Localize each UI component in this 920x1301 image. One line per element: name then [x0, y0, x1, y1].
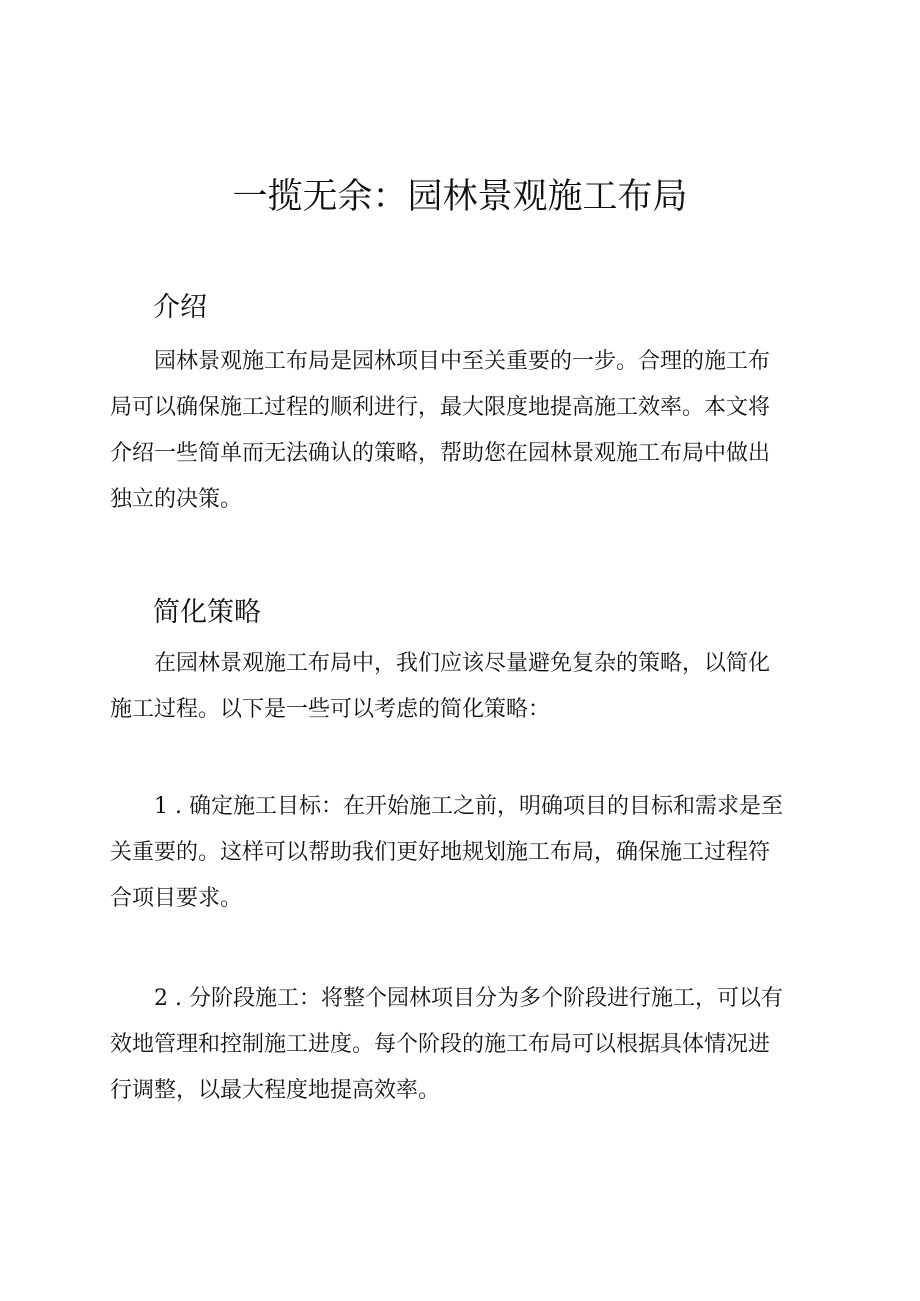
- list-item-2-line-2: 效地管理和控制施工进度。每个阶段的施工布局可以根据具体情况进: [110, 1032, 771, 1057]
- list-item-2-line-1: 2 . 分阶段施工：将整个园林项目分为多个阶段进行施工，可以有: [154, 986, 783, 1011]
- simplify-line-1: 在园林景观施工布局中，我们应该尽量避免复杂的策略，以简化: [154, 651, 771, 676]
- simplify-paragraph: [110, 641, 810, 733]
- section-heading-intro: 介绍: [153, 292, 207, 323]
- intro-line-4: 独立的决策。: [110, 487, 243, 512]
- list-item-1: [110, 784, 810, 922]
- intro-line-3: 介绍一些简单而无法确认的策略，帮助您在园林景观施工布局中做出: [110, 441, 771, 466]
- document-title: 一揽无余：园林景观施工布局: [232, 177, 688, 217]
- intro-line-1: 园林景观施工布局是园林项目中至关重要的一步。合理的施工布: [154, 349, 771, 374]
- list-item-1-line-2: 关重要的。这样可以帮助我们更好地规划施工布局，确保施工过程符: [110, 840, 771, 865]
- list-item-1-line-1: 1 . 确定施工目标：在开始施工之前，明确项目的目标和需求是至: [154, 794, 783, 819]
- list-item-2-line-3: 行调整，以最大程度地提高效率。: [110, 1078, 441, 1103]
- intro-paragraph: [110, 339, 810, 523]
- intro-line-2: 局可以确保施工过程的顺利进行，最大限度地提高施工效率。本文将: [110, 395, 771, 420]
- simplify-line-2: 施工过程。以下是一些可以考虑的简化策略：: [110, 697, 551, 722]
- list-item-1-line-3: 合项目要求。: [110, 886, 243, 911]
- section-heading-simplify: 简化策略: [153, 597, 261, 628]
- list-item-2: [110, 976, 810, 1114]
